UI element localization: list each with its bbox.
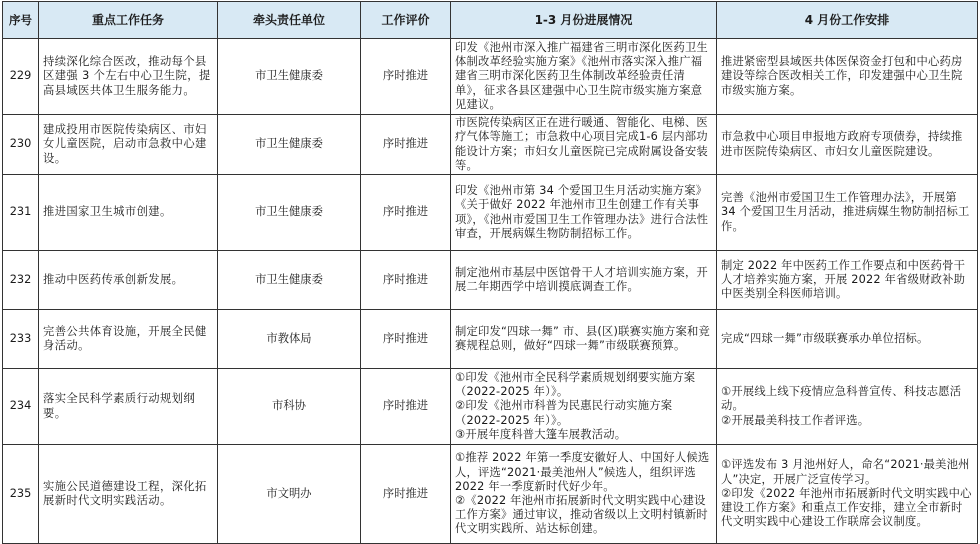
row-plan [717, 310, 978, 369]
row-eval: 序时推进 [361, 115, 451, 175]
progress-line: 印发《池州市第 34 个爱国卫生月活动实施方案》《关于做好 2022 年池州市卫生创建工作有关事项》，《池州市爱国卫生工作管理办法》进行合法性审查，开展病媒生物防制招标工作。 [455, 184, 709, 240]
row-eval: 序时推进 [361, 310, 451, 369]
progress-line: ①印发《池州市全民科学素质规划纲要实施方案（2022-2025 年）》。 [455, 370, 696, 399]
row-plan [717, 251, 978, 310]
header-progress: 1-3 月份进展情况 [451, 2, 717, 39]
plan-line: ②印发《2022 年池州市拓展新时代文明实践中心建设工作方案》和重点工作安排，建立全市新时代文明实践中心建设工作联席会议制度。 [721, 486, 972, 529]
row-unit: 市卫生健康委 [218, 175, 361, 251]
row-task: 推动中医药传承创新发展。 [39, 251, 218, 310]
work-table-container [2, 1, 977, 544]
plan-line: 制定 2022 年中医药工作工作要点和中医药骨干人才培养实施方案，开展 2022 年省级财政补助中医类别全科医师培训。 [721, 258, 966, 301]
progress-line: 制定印发“四球一舞” 市、县(区)联赛实施方案和竞赛规程总则，做好“四球一舞”市级联赛预算。 [455, 324, 711, 352]
table-row [3, 115, 978, 175]
row-task: 落实全民科学素质行动规划纲要。 [39, 369, 218, 445]
row-plan [717, 39, 978, 115]
table-row [3, 369, 978, 445]
row-unit: 市卫生健康委 [218, 115, 361, 175]
table-header-row [3, 2, 978, 39]
row-number: 230 [3, 115, 39, 175]
row-unit: 市文明办 [218, 445, 361, 544]
row-progress [451, 115, 717, 175]
progress-line: ②印发《池州市科普为民惠民行动实施方案（2022-2025 年）》。 [455, 399, 673, 427]
progress-line: ③开展年度科普大篷车展教活动。 [455, 427, 627, 441]
row-task: 实施公民道德建设工程，深化拓展新时代文明实践活动。 [39, 445, 218, 544]
header-unit: 牵头责任单位 [218, 2, 361, 39]
row-progress [451, 251, 717, 310]
row-task: 推进国家卫生城市创建。 [39, 175, 218, 251]
plan-line: ②开展最美科技工作者评选。 [721, 413, 870, 427]
row-eval: 序时推进 [361, 175, 451, 251]
plan-line: ①开展线上线下疫情应急科普宣传、科技志愿活动。 [721, 385, 962, 413]
row-number: 231 [3, 175, 39, 251]
row-number: 235 [3, 445, 39, 544]
row-task: 持续深化综合医改，推动每个县区建强 3 个左右中心卫生院，提高县域医共体卫生服务能力。 [39, 39, 218, 115]
row-unit: 市卫生健康委 [218, 39, 361, 115]
row-plan [717, 115, 978, 175]
row-plan [717, 445, 978, 544]
progress-line: ②《2022 年池州市拓展新时代文明实践中心建设工作方案》通过审议，推动省级以上文明村镇新时代文明实践所、站达标创建。 [455, 494, 708, 536]
header-eval: 工作评价 [361, 2, 451, 39]
row-progress [451, 310, 717, 369]
progress-line: 制定池州市基层中医馆骨干人才培训实施方案，开展二年期西学中培训摸底调查工作。 [455, 265, 708, 293]
header-task: 重点工作任务 [39, 2, 218, 39]
plan-line: 完善《池州市爱国卫生工作管理办法》，开展第 34 个爱国卫生月活动，推进病媒生物防制招标工作。 [721, 191, 970, 233]
table-row [3, 445, 978, 544]
row-progress [451, 39, 717, 115]
row-eval: 序时推进 [361, 445, 451, 544]
row-number: 229 [3, 39, 39, 115]
row-number: 234 [3, 369, 39, 445]
header-seq: 序号 [3, 2, 39, 39]
row-unit: 市教体局 [218, 310, 361, 369]
row-unit: 市科协 [218, 369, 361, 445]
row-eval: 序时推进 [361, 39, 451, 115]
row-plan [717, 369, 978, 445]
table-row [3, 251, 978, 310]
progress-line: 市医院传染病区正在进行暖通、智能化、电梯、医疗气体等施工；市急救中心项目完成1-6 层内部功能设计方案；市妇女儿童医院已完成附属设备安装等。 [455, 116, 708, 172]
row-task: 建成投用市医院传染病区、市妇女儿童医院，启动市急救中心建设。 [39, 115, 218, 175]
row-eval: 序时推进 [361, 251, 451, 310]
table-row [3, 310, 978, 369]
row-plan [717, 175, 978, 251]
row-eval: 序时推进 [361, 369, 451, 445]
plan-line: 完成“四球一舞”市级联赛承办单位招标。 [721, 331, 929, 345]
row-progress [451, 175, 717, 251]
table-row [3, 175, 978, 251]
row-progress [451, 369, 717, 445]
progress-line: 印发《池州市深入推广福建省三明市深化医药卫生体制改革经验实施方案》《池州市落实深入推广福建省三明市深化医药卫生体制改革经验责任清单》，征求各县区建强中心卫生院市级实施方案意见建议。 [455, 40, 708, 111]
plan-line: 推进紧密型县域医共体医保资金打包和中心药房建设等综合医改相关工作，印发建强中心卫生院市级实施方案。 [721, 55, 963, 97]
plan-line: 市急救中心项目申报地方政府专项债券，持续推进市医院传染病区、市妇女儿童医院建设。 [721, 130, 963, 158]
row-number: 233 [3, 310, 39, 369]
row-task: 完善公共体育设施，开展全民健身活动。 [39, 310, 218, 369]
plan-line: ①评选发布 3 月池州好人，命名“2021·最美池州人”决定，开展广泛宣传学习。 [721, 458, 970, 486]
progress-line: ①推荐 2022 年第一季度安徽好人、中国好人候选人，评选“2021·最美池州人”候选人，组织评选 2022 年一季度新时代好少年。 [455, 451, 710, 493]
row-unit: 市卫生健康委 [218, 251, 361, 310]
row-progress [451, 445, 717, 544]
row-number: 232 [3, 251, 39, 310]
header-plan: 4 月份工作安排 [717, 2, 978, 39]
table-row [3, 39, 978, 115]
work-progress-table [2, 1, 978, 544]
